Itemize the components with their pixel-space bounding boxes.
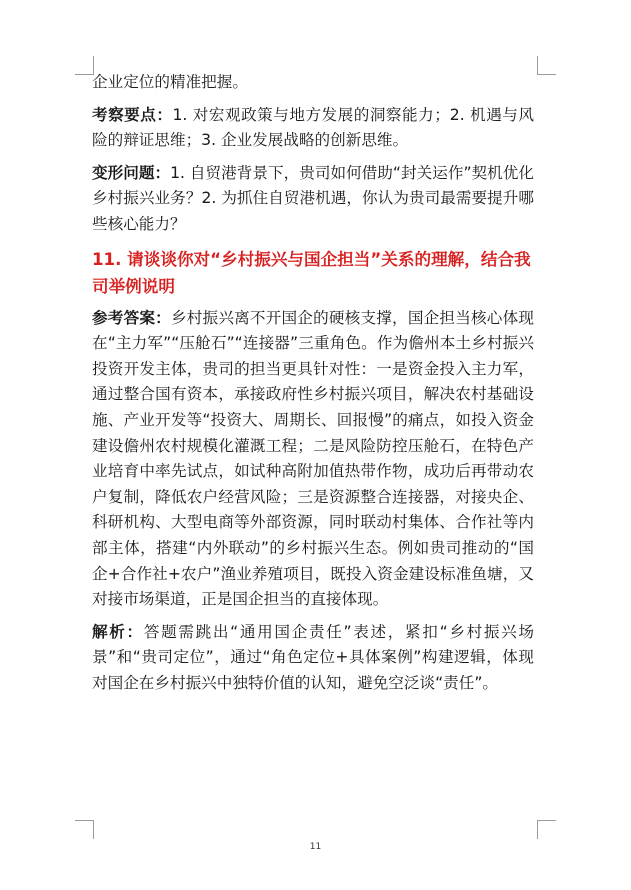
variant-text: 1. 自贸港背景下，贵司如何借助“封关运作”契机优化乡村振兴业务？2. 为抓住自贸港机遇，你认为贵司最需要提升哪些核心能力？ — [92, 163, 534, 233]
focus-text: 1. 对宏观政策与地方发展的洞察能力；2. 机遇与风险的辩证思维；3. 企业发展战略的创新思维。 — [92, 105, 534, 150]
analysis-paragraph — [92, 620, 534, 697]
focus-paragraph — [92, 103, 534, 154]
crop-mark-bottom-right — [537, 820, 556, 839]
document-body — [92, 70, 534, 703]
analysis-label: 解析： — [92, 622, 144, 641]
analysis-text: 答题需跳出“通用国企责任”表述，紧扣“乡村振兴场景”和“贵司定位”，通过“角色定位+具体案例”构建逻辑，体现对国企在乡村振兴中独特价值的认知，避免空泛谈“责任”。 — [92, 622, 534, 692]
answer-text: 乡村振兴离不开国企的硬核支撑，国企担当核心体现在“主力军”“压舱石”“连接器”三重角色。作为儋州本土乡村振兴投资开发主体，贵司的担当更具针对性：一是资金投入主力军，通过整合国有资本，承接政府性乡村振兴项目，解决农村基础设施、产业开发等“投资大、周期长、回报慢”的痛点，如投入资金建设儋州农村规模化灌溉工程；二是风险防控压舱石，在特色产业培育中率先试点，如试种高附加值热带作物，成功后再带动农户复制，降低农户经营风险；三是资源整合连接器，对接央企、科研机构、大型电商等外部资源，同时联动村集体、合作社等内部主体，搭建“内外联动”的乡村振兴生态。例如贵司推动的“国企+合作社+农户”渔业养殖项目，既投入资金建设标准鱼塘，又对接市场渠道，正是国企担当的直接体现。 — [92, 308, 534, 609]
intro-text: 企业定位的精准把握。 — [92, 73, 248, 91]
question-heading: 11. 请谈谈你对“乡村振兴与国企担当”关系的理解，结合我司举例说明 — [92, 249, 531, 296]
focus-label: 考察要点： — [92, 105, 173, 124]
intro-paragraph — [92, 70, 534, 96]
answer-label: 参考答案： — [92, 308, 171, 327]
crop-mark-top-right — [537, 56, 556, 75]
variant-label: 变形问题： — [92, 163, 171, 182]
answer-paragraph — [92, 306, 534, 613]
crop-mark-bottom-left — [75, 820, 94, 839]
variant-paragraph — [92, 161, 534, 238]
page-number: 11 — [309, 842, 322, 852]
